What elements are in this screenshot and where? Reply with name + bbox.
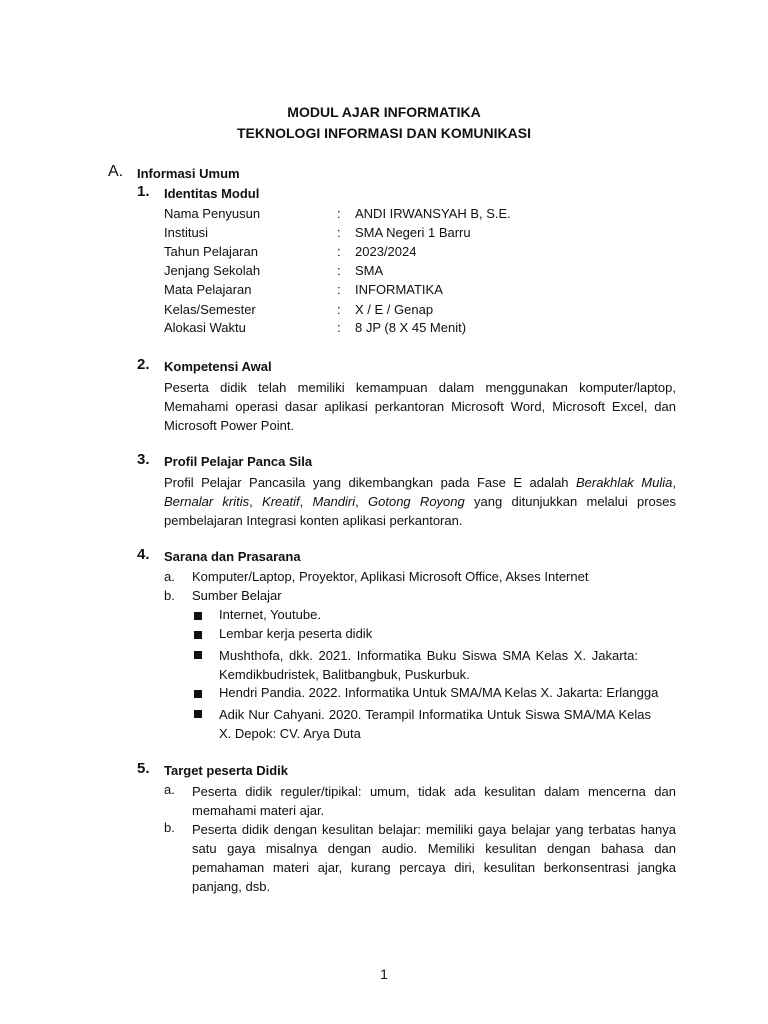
list-item: Peserta didik reguler/tipikal: umum, tidak ada kesulitan dalam mencerna dan memahami materi ajar.: [192, 784, 676, 818]
section-1-heading: Identitas Modul: [164, 186, 260, 201]
list-marker: b.: [164, 588, 175, 603]
section-a-letter: A.: [108, 163, 124, 180]
section-3-number: 3.: [137, 451, 150, 468]
section-2-number: 2.: [137, 356, 150, 373]
italic-term: Mandiri: [312, 494, 356, 509]
section-4-heading: Sarana dan Prasarana: [164, 549, 301, 564]
text-run: ,: [299, 494, 313, 509]
page-number: 1: [380, 966, 388, 982]
identity-label: Tahun Pelajaran: [164, 244, 258, 259]
text-run: ,: [672, 475, 676, 490]
list-item: Sumber Belajar: [192, 588, 282, 603]
list-item: Komputer/Laptop, Proyektor, Aplikasi Microsoft Office, Akses Internet: [192, 569, 589, 584]
square-bullet-icon: [194, 651, 202, 659]
title-line-2: TEKNOLOGI INFORMASI DAN KOMUNIKASI: [237, 125, 531, 141]
bullet-item: Hendri Pandia. 2022. Informatika Untuk SMA/MA Kelas X. Jakarta: Erlangga: [219, 685, 659, 700]
square-bullet-icon: [194, 612, 202, 620]
italic-term: Gotong Royong: [368, 494, 465, 509]
bullet-item: Mushthofa, dkk. 2021. Informatika Buku Siswa SMA Kelas X. Jakarta: Kemdikbudristek, Balitbangbuk, Puskurbuk.: [219, 648, 638, 682]
identity-label: Alokasi Waktu: [164, 320, 246, 335]
identity-separator: :: [337, 206, 341, 221]
bullet-item: Adik Nur Cahyani. 2020. Terampil Informatika Untuk Siswa SMA/MA Kelas X. Depok: CV. Arya Duta: [219, 707, 651, 741]
identity-separator: :: [337, 225, 341, 240]
identity-label: Institusi: [164, 225, 209, 240]
section-1-number: 1.: [137, 183, 150, 200]
italic-term: Kreatif: [262, 494, 300, 509]
section-3-heading: Profil Pelajar Panca Sila: [164, 454, 313, 469]
identity-label: Nama Penyusun: [164, 206, 261, 221]
identity-value: 2023/2024: [355, 244, 417, 259]
identity-value: ANDI IRWANSYAH B, S.E.: [355, 206, 511, 221]
italic-term: Berakhlak Mulia: [576, 475, 673, 490]
list-item: Peserta didik dengan kesulitan belajar: memiliki gaya belajar yang terbatas hanya satu gaya misalnya dengan audio. Memiliki kesulitan dengan bahasa dan pemahaman materi ajar, kurang percaya diri, kesulitan berkonsentrasi jangka panjang, dsb.: [192, 822, 676, 894]
text-run: ,: [355, 494, 369, 509]
identity-value: SMA: [355, 263, 384, 278]
bullet-item: Internet, Youtube.: [219, 607, 321, 622]
identity-value: INFORMATIKA: [355, 282, 443, 297]
list-marker: b.: [164, 820, 175, 835]
text-run: ,: [249, 494, 263, 509]
bullet-item: Lembar kerja peserta didik: [219, 626, 373, 641]
square-bullet-icon: [194, 690, 202, 698]
section-5-number: 5.: [137, 760, 150, 777]
identity-separator: :: [337, 320, 341, 335]
identity-label: Mata Pelajaran: [164, 282, 252, 297]
section-a-heading: Informasi Umum: [137, 166, 240, 181]
identity-separator: :: [337, 244, 341, 259]
identity-separator: :: [337, 302, 341, 317]
identity-separator: :: [337, 282, 341, 297]
identity-value: 8 JP (8 X 45 Menit): [355, 320, 467, 335]
identity-label: Kelas/Semester: [164, 302, 256, 317]
identity-separator: :: [337, 263, 341, 278]
square-bullet-icon: [194, 710, 202, 718]
identity-value: SMA Negeri 1 Barru: [355, 225, 471, 240]
list-marker: a.: [164, 569, 175, 584]
section-3-paragraph: [164, 473, 676, 530]
section-5-heading: Target peserta Didik: [164, 763, 289, 778]
section-4-number: 4.: [137, 546, 150, 563]
section-2-heading: Kompetensi Awal: [164, 359, 272, 374]
text-run: yang ditunjukkan melalui proses pembelajaran Integrasi konten aplikasi perkantoran.: [164, 494, 676, 528]
text-run: Profil Pelajar Pancasila yang dikembangkan pada Fase E adalah: [164, 475, 576, 490]
square-bullet-icon: [194, 631, 202, 639]
section-2-paragraph: Peserta didik telah memiliki kemampuan dalam menggunakan komputer/laptop, Memahami operasi dasar aplikasi perkantoran Microsoft Word, Microsoft Excel, dan Microsoft Power Point.: [164, 380, 676, 433]
list-marker: a.: [164, 782, 175, 797]
title-line-1: MODUL AJAR INFORMATIKA: [287, 104, 481, 120]
identity-label: Jenjang Sekolah: [164, 263, 261, 278]
italic-term: Bernalar kritis: [164, 494, 250, 509]
identity-value: X / E / Genap: [355, 302, 434, 317]
